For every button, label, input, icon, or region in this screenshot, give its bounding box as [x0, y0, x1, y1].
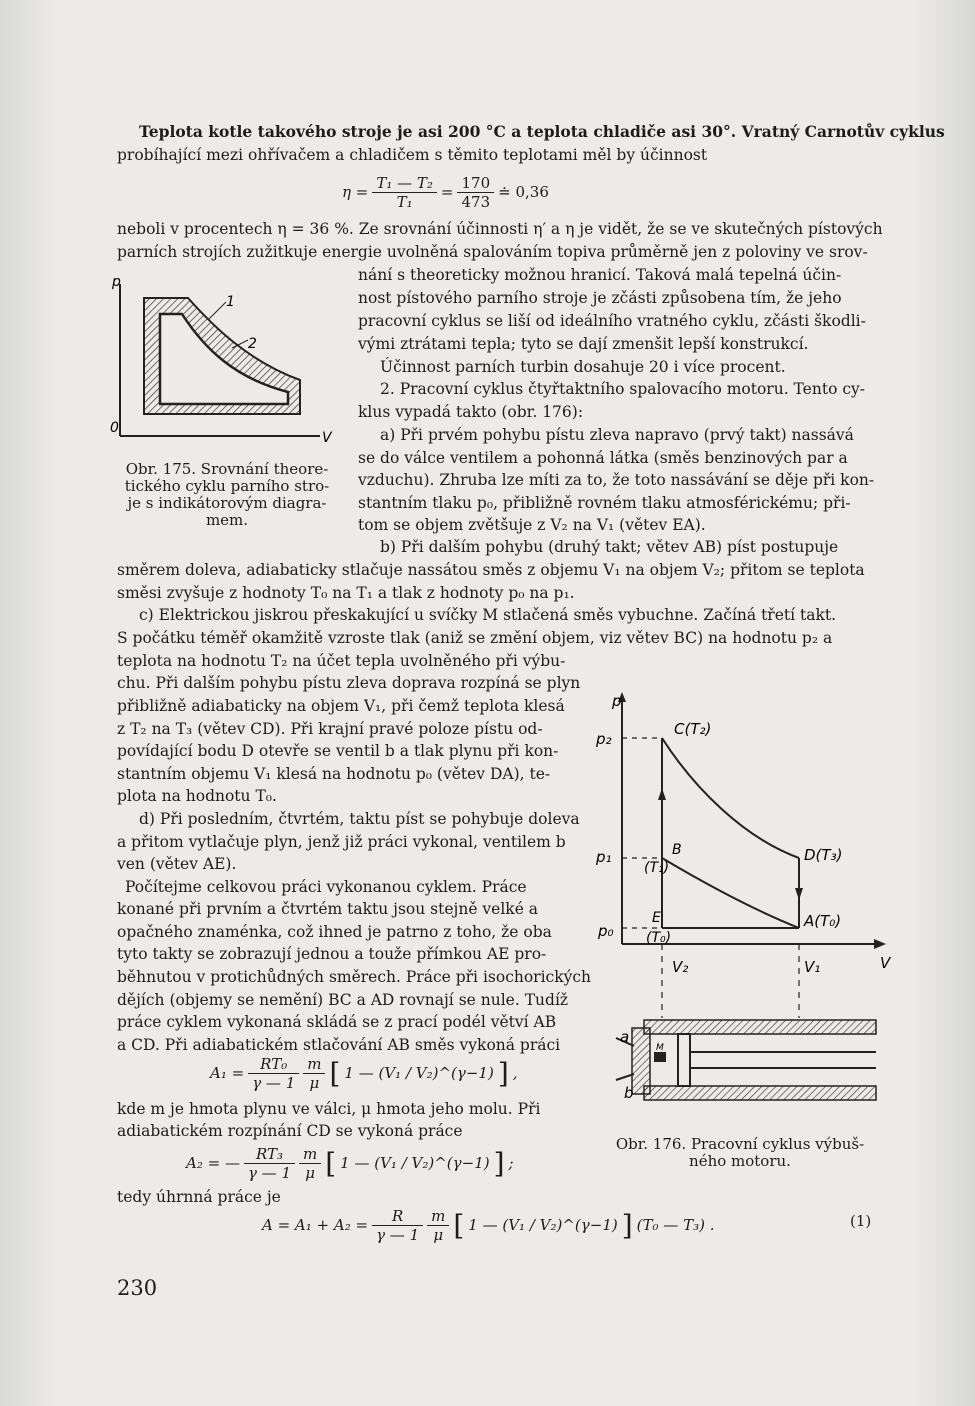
branch-cd — [662, 738, 799, 858]
figure-175-caption — [112, 461, 342, 529]
eq-bracket-content: 1 — (V₁ / V₂)^(γ−1) — [340, 1154, 490, 1172]
eq-tail: , — [512, 1064, 518, 1082]
text-line: směsi zvyšuje z hodnoty T₀ na T₁ a tlak z hodnoty p₀ na p₁. — [117, 584, 575, 602]
eq-numerator: m — [303, 1055, 325, 1074]
text-line: ven (větev AE). — [117, 855, 237, 873]
text-line: běhnutou v protichůdných směrech. Práce při isochorických — [117, 968, 592, 986]
text-line: opačného znaménka, což ihned je patrno z toho, že oba — [117, 923, 552, 941]
caption-line: mem. — [205, 511, 249, 529]
eq-lhs: A = A₁ + A₂ = — [262, 1216, 369, 1234]
text-line: a CD. Při adiabatickém stlačování AB směs vykoná práci — [117, 1036, 561, 1054]
caption-line: tického cyklu parního stro- — [124, 477, 330, 495]
text-line: tyto takty se zobrazují jednou a touže přímkou AE pro- — [117, 945, 547, 963]
text-line: přibližně adiabaticky na objem V₁, při čemž teplota klesá — [117, 697, 565, 715]
caption-line: Obr. 175. Srovnání theore- — [125, 460, 329, 478]
text-line: pracovní cyklus se liší od ideálního vratného cyklu, zčásti škodli- — [358, 312, 866, 330]
eq-numerator: m — [427, 1207, 449, 1226]
bc-arrow — [658, 788, 666, 800]
piston — [678, 1034, 690, 1086]
text-line: vými ztrátami tepla; tyto se dají zmenšit lepší konstrukcí. — [358, 335, 809, 353]
text-line: S počátku téměř okamžitě vzroste tlak (aniž se změní objem, viz větev BC) na hodnotu p₂ a — [117, 629, 833, 647]
text-line: 2. Pracovní cyklus čtyřtaktního spalovacího motoru. Tento cy- — [380, 380, 866, 398]
eq-numerator: RT₀ — [248, 1055, 299, 1074]
right-bracket: ] — [621, 1208, 633, 1242]
fig176-c-label: C(T₂) — [674, 720, 712, 738]
fig175-v-label: V — [322, 430, 332, 446]
cylinder-head — [632, 1028, 650, 1094]
text-line: Počítejme celkovou práci vykonanou cyklem. Práce — [125, 878, 527, 896]
text-line: plota na hodnotu T₀. — [117, 787, 277, 805]
text-line: kde m je hmota plynu ve válci, μ hmota jeho molu. Při — [117, 1100, 541, 1118]
work-equation-a2 — [186, 1140, 514, 1186]
fig176-p-label: p — [612, 692, 622, 710]
text-line: konané při prvním a čtvrtém taktu jsou stejně velké a — [117, 900, 539, 918]
eq-fraction — [372, 1207, 423, 1244]
text-line: stantním objemu V₁ klesá na hodnotu p₀ (větev DA), te- — [117, 765, 551, 783]
fig175-label-1: 1 — [226, 294, 235, 310]
text-line: dějích (objemy se nemění) BC a AD rovnají se nule. Tudíž — [117, 991, 569, 1009]
eq-equals: = — [440, 183, 454, 201]
cylinder-top-wall — [644, 1020, 876, 1034]
figure-176-diagram — [594, 688, 896, 1108]
left-bracket: [ — [325, 1146, 337, 1180]
equation-number: (1) — [850, 1212, 872, 1230]
eq-fraction — [303, 1055, 325, 1092]
text-line: c) Elektrickou jiskrou přeskakující u svíčky M stlačená směs vybuchne. Začíná třetí takt. — [139, 606, 837, 624]
text-line: a přitom vytlačuje plyn, jenž již práci vykonal, ventilem b — [117, 833, 566, 851]
eq-denominator: μ — [309, 1073, 320, 1092]
label-1-leader — [208, 302, 226, 320]
text-line: tom se objem zvětšuje z V₂ na V₁ (větev EA). — [358, 516, 706, 534]
spark-plug — [654, 1052, 666, 1062]
caption-line: ného motoru. — [689, 1152, 791, 1170]
text-line: z T₂ na T₃ (větev CD). Při krajní pravé poloze pístu od- — [117, 720, 543, 738]
fig176-e-label: E — [652, 910, 661, 926]
eq-tail: (T₀ — T₃) . — [636, 1216, 715, 1234]
text-line: adiabatickém rozpínání CD se vykoná práce — [117, 1122, 463, 1140]
fig175-label-2: 2 — [248, 336, 257, 352]
eq-lhs: η = — [342, 183, 369, 201]
efficiency-equation — [342, 170, 549, 214]
text-line: teplota na hodnotu T₂ na účet tepla uvolněného při výbu- — [117, 652, 566, 670]
eq-numerator: T₁ — T₂ — [372, 174, 437, 193]
eq-fraction — [248, 1055, 299, 1092]
fig176-b-label: B — [672, 842, 682, 858]
text-line: parních strojích zužitkuje energie uvolněná spalováním topiva průměrně jen z poloviny ve srov- — [117, 243, 868, 261]
work-equation-total — [262, 1202, 714, 1248]
left-bracket: [ — [329, 1056, 341, 1090]
right-bracket: ] — [493, 1146, 505, 1180]
eq-denominator: γ — 1 — [376, 1225, 420, 1244]
text-line: Teplota kotle takového stroje je asi 200 °C a teplota chladiče asi 30°. Vratný Carnotův cyklus — [139, 122, 945, 141]
eq-lhs: A₂ = — — [186, 1154, 240, 1172]
text-line: neboli v procentech η = 36 %. Ze srovnání účinnosti η′ a η je vidět, že se ve skutečných pístových — [117, 220, 883, 238]
text-line: vzduchu). Zhruba lze míti za to, že toto nassávání se děje při kon- — [358, 471, 875, 489]
eq-fraction — [372, 174, 437, 211]
eq-denominator: T₁ — [396, 192, 413, 211]
branch-ab — [662, 858, 799, 928]
eq-denominator: 473 — [461, 192, 491, 211]
text-line: probíhající mezi ohřívačem a chladičem s těmito teplotami měl by účinnost — [117, 146, 708, 164]
eq-lhs: A₁ = — [210, 1064, 245, 1082]
eq-denominator: γ — 1 — [252, 1073, 296, 1092]
fig175-origin-label: 0 — [110, 420, 119, 436]
text-line: b) Při dalším pohybu (druhý takt; větev AB) píst postupuje — [380, 538, 839, 556]
eq-numerator: m — [299, 1145, 321, 1164]
fig176-valve-a-label: a — [620, 1028, 630, 1046]
fig176-a-label: A(T₀) — [804, 912, 842, 930]
fig176-v2-label: V₂ — [672, 958, 689, 976]
v-axis-arrow — [874, 939, 886, 949]
fig176-p1-label: p₁ — [596, 848, 612, 866]
text-line: stantním tlaku p₀, přibližně rovném tlaku atmosférickému; při- — [358, 494, 851, 512]
page-number: 230 — [117, 1276, 158, 1300]
fig176-v-label: V — [880, 954, 891, 972]
fig176-t0-label: (T₀) — [646, 930, 672, 946]
eq-bracket-content: 1 — (V₁ / V₂)^(γ−1) — [468, 1216, 618, 1234]
figure-176-caption — [604, 1136, 876, 1170]
work-equation-a1 — [210, 1050, 518, 1096]
text-line: a) Při prvém pohybu pístu zleva napravo (prvý takt) nassává — [380, 426, 854, 444]
text-line: povídající bodu D otevře se ventil b a tlak plynu při kon- — [117, 742, 559, 760]
text-line: se do válce ventilem a pohonná látka (směs benzinových par a — [358, 449, 848, 467]
text-line: Účinnost parních turbin dosahuje 20 i více procent. — [380, 358, 786, 376]
text-line: práce cyklem vykonaná skládá se z prací podél větví AB — [117, 1013, 557, 1031]
eq-tail: ; — [508, 1154, 514, 1172]
eq-fraction — [299, 1145, 321, 1182]
text-line: nost pístového parního stroje je zčásti způsobena tím, že jeho — [358, 289, 842, 307]
text-line: chu. Při dalším pohybu pístu zleva doprava rozpíná se plyn — [117, 674, 581, 692]
caption-line: Obr. 176. Pracovní cyklus výbuš- — [615, 1135, 865, 1153]
fig176-t1-label: (T₁) — [644, 860, 670, 876]
eq-result: ≐ 0,36 — [498, 183, 549, 201]
eq-fraction — [427, 1207, 449, 1244]
text-line: d) Při posledním, čtvrtém, taktu píst se pohybuje doleva — [139, 810, 580, 828]
eq-denominator: γ — 1 — [247, 1163, 291, 1182]
fig176-d-label: D(T₃) — [804, 846, 843, 864]
text-line: nání s theoreticky možnou hranicí. Taková malá tepelná účin- — [358, 266, 842, 284]
eq-denominator: μ — [305, 1163, 315, 1182]
fig175-p-label: p — [112, 276, 121, 290]
fig176-p2-label: p₂ — [596, 730, 612, 748]
right-bracket: ] — [497, 1056, 509, 1090]
eq-numerator: 170 — [457, 174, 494, 193]
fig176-p0-label: p₀ — [598, 922, 614, 940]
eq-fraction — [244, 1145, 295, 1182]
fig176-v1-label: V₁ — [804, 958, 821, 976]
cylinder-bottom-wall — [644, 1086, 876, 1100]
text-line: tedy úhrnná práce je — [117, 1188, 281, 1206]
figure-175-diagram — [108, 276, 338, 446]
fig176-valve-b-label: b — [624, 1084, 634, 1102]
fig176-m-label: M — [656, 1043, 664, 1053]
eq-numerator: R — [372, 1207, 423, 1226]
eq-denominator: μ — [433, 1225, 444, 1244]
caption-line: je s indikátorovým diagra- — [127, 494, 327, 512]
eq-numerator: RT₃ — [244, 1145, 295, 1164]
eq-bracket-content: 1 — (V₁ / V₂)^(γ−1) — [344, 1064, 494, 1082]
text-line: směrem doleva, adiabaticky stlačuje nassátou směs z objemu V₁ na objem V₂; přitom se teplota — [117, 561, 865, 579]
left-bracket: [ — [453, 1208, 465, 1242]
eq-fraction — [457, 174, 494, 211]
text-line: klus vypadá takto (obr. 176): — [358, 403, 584, 421]
da-arrow — [795, 888, 803, 900]
